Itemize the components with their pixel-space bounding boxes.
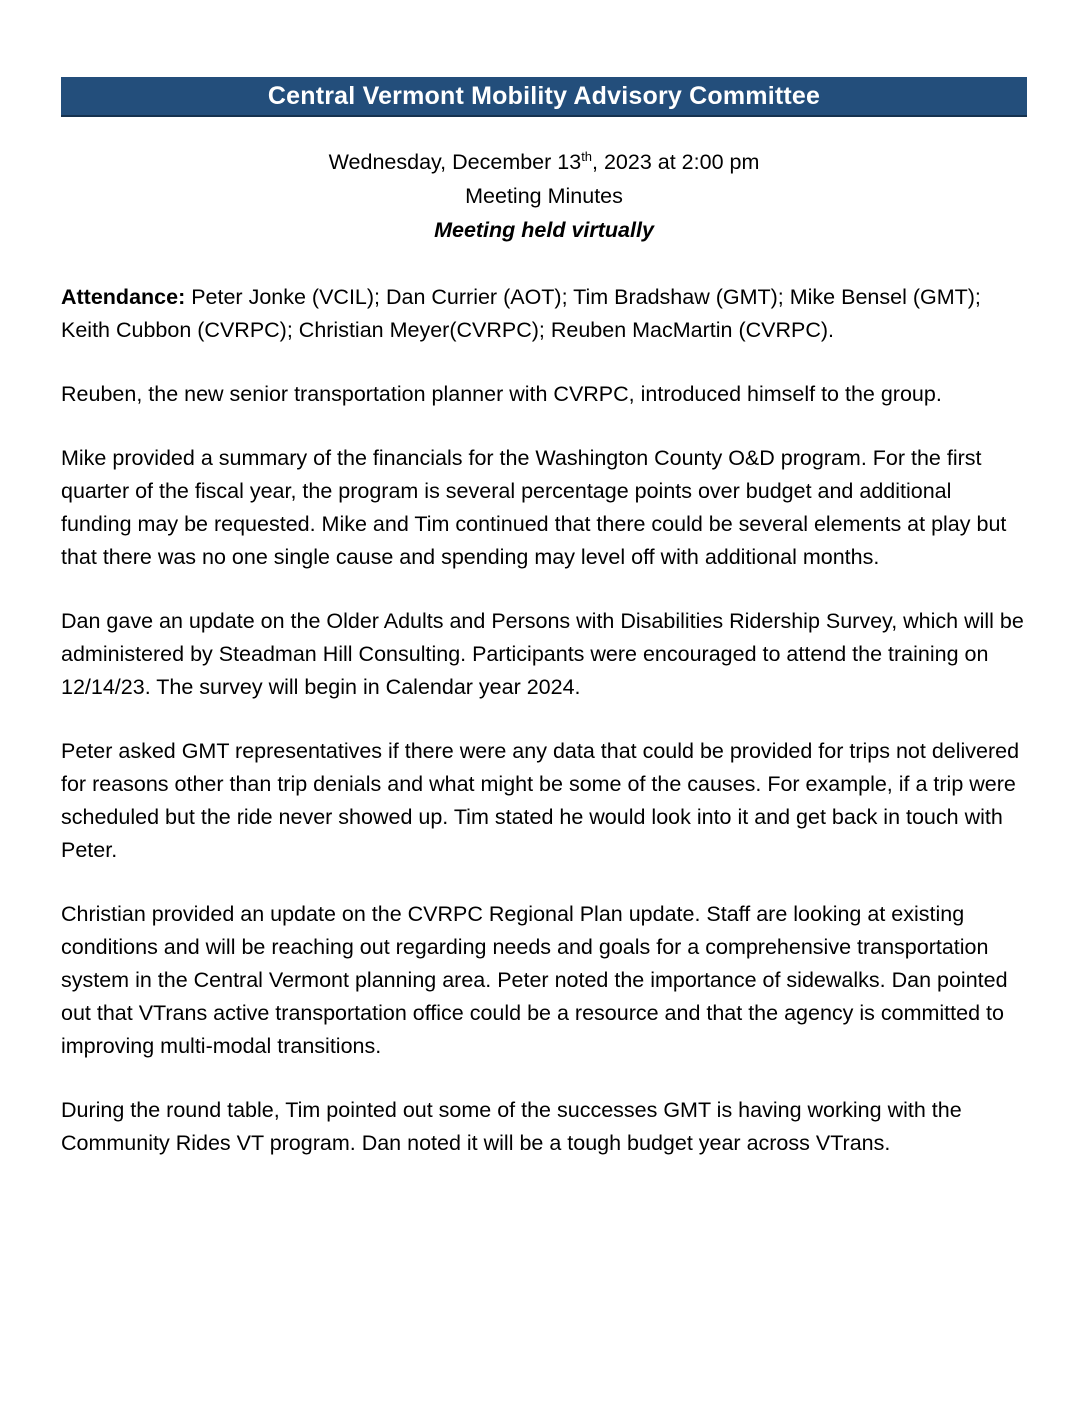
meeting-datetime [61, 145, 1027, 179]
meeting-date-suffix: , 2023 at 2:00 pm [592, 150, 760, 174]
meeting-minutes-subtitle: Meeting Minutes [465, 184, 623, 208]
paragraph-financials-update: Mike provided a summary of the financials for the Washington County O&D program. For the first quarter of the fiscal year, the program is several percentage points over budget and additional funding may be requested. Mike and Tim continued that there could be several elements at play but that there was no one single cause and spending may level off with additional months. [61, 446, 1007, 569]
meeting-virtual-note: Meeting held virtually [434, 218, 654, 242]
committee-banner-title: Central Vermont Mobility Advisory Committee [267, 81, 821, 110]
attendance-list: Peter Jonke (VCIL); Dan Currier (AOT); Tim Bradshaw (GMT); Mike Bensel (GMT); Keith Cubbon (CVRPC); Christian Meyer(CVRPC); Reuben MacMartin (CVRPC). [61, 285, 981, 342]
attendance-paragraph [61, 281, 1027, 347]
paragraph-ridership-survey: Dan gave an update on the Older Adults and Persons with Disabilities Ridership Survey, which will be administered by Steadman Hill Consulting. Participants were encouraged to attend the training on 12/14/23. The survey will begin in Calendar year 2024. [61, 609, 1024, 699]
paragraph-regional-plan: Christian provided an update on the CVRPC Regional Plan update. Staff are looking at existing conditions and will be reaching out regarding needs and goals for a comprehensive transportation system in the Central Vermont planning area. Peter noted the importance of sidewalks. Dan pointed out that VTrans active transportation office could be a resource and that the agency is committed to improving multi-modal transitions. [61, 902, 1008, 1058]
paragraph-trip-data-question: Peter asked GMT representatives if there were any data that could be provided for trips not delivered for reasons other than trip denials and what might be some of the causes. For example, if a trip were scheduled but the ride never showed up. Tim stated he would look into it and get back in touch with Peter. [61, 739, 1020, 862]
committee-banner [61, 77, 1027, 117]
minutes-body [61, 281, 1027, 1160]
attendance-label: Attendance: [61, 285, 186, 309]
meeting-header [61, 145, 1027, 247]
paragraph-reuben-intro: Reuben, the new senior transportation planner with CVRPC, introduced himself to the group. [61, 382, 942, 406]
meeting-date-prefix: Wednesday, December 13 [328, 150, 582, 174]
paragraph-round-table: During the round table, Tim pointed out some of the successes GMT is having working with the Community Rides VT program. Dan noted it will be a tough budget year across VTrans. [61, 1098, 962, 1155]
meeting-date-ordinal: th [581, 148, 593, 164]
